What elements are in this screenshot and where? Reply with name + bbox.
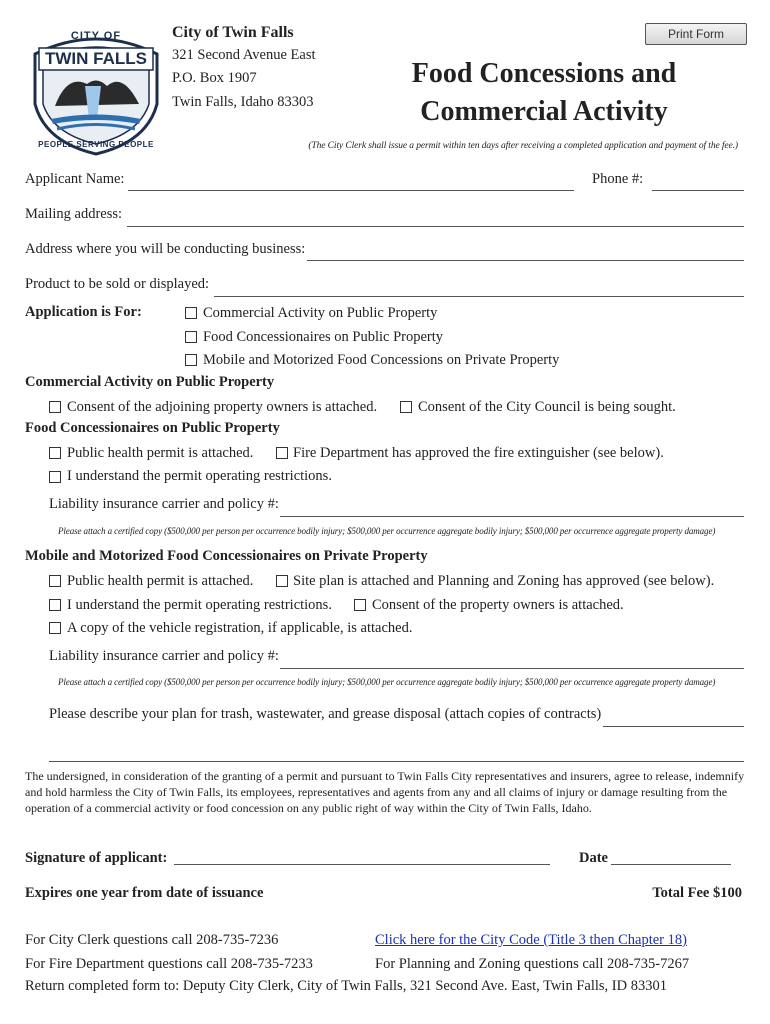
signature-input[interactable] [174,864,550,865]
phone-input[interactable] [652,190,744,191]
mobile-health-permit-label: Public health permit is attached. [67,573,254,589]
commercial-activity-option: Commercial Activity on Public Property [203,305,438,321]
city-council-label: Consent of the City Council is being sought. [418,399,676,415]
trash-plan-input-line-2[interactable] [49,761,744,762]
food-health-permit-checkbox[interactable] [49,447,61,459]
total-fee: Total Fee $100 [652,885,742,901]
vehicle-registration-checkbox[interactable] [49,622,61,634]
adjoining-owners-checkbox[interactable] [49,401,61,413]
city-name: City of Twin Falls [172,24,294,41]
mailing-address-label: Mailing address: [25,206,123,222]
phone-label: Phone #: [592,171,644,187]
mobile-liability-note: Please attach a certified copy ($500,000 per person per occurrence bodily injury; $500,000 per occurrence aggregate bodily injury; $500,000 per occurrence aggregate property damage) [58,677,716,687]
city-code-link[interactable]: Click here for the City Code (Title 3 then Chapter 18) [375,932,687,948]
trash-plan-input-line-1[interactable] [603,726,744,727]
site-plan-checkbox[interactable] [276,575,288,587]
fire-contact: For Fire Department questions call 208-735-7233 [25,956,313,972]
applicant-name-label: Applicant Name: [25,171,125,187]
release-disclaimer: The undersigned, in consideration of the granting of a permit and pursuant to Twin Falls City representatives and insurers, agree to release, indemnify and hold harmless the City of Twin Falls, its employees, representatives and agents from any and all claims of injury or damage resulting from the operation of a commercial activity or food concession on any public right of way within the City of Twin Falls, Idaho. [25,769,745,815]
expires-text: Expires one year from date of issuance [25,885,264,901]
mobile-restrictions-checkbox[interactable] [49,599,61,611]
logo-ring-text: PEOPLE SERVING PEOPLE [38,140,154,149]
address-line-2: P.O. Box 1907 [172,70,257,86]
mobile-liability-input[interactable] [280,668,744,669]
food-restrictions-label: I understand the permit operating restrictions. [67,468,332,484]
food-health-permit-label: Public health permit is attached. [67,445,254,461]
vehicle-registration-label: A copy of the vehicle registration, if applicable, is attached. [67,620,413,636]
mobile-restrictions-label: I understand the permit operating restrictions. [67,597,332,613]
mobile-health-permit-checkbox[interactable] [49,575,61,587]
product-input[interactable] [214,296,744,297]
commercial-activity-checkbox[interactable] [185,307,197,319]
food-heading: Food Concessionaires on Public Property [25,420,280,436]
address-line-3: Twin Falls, Idaho 83303 [172,94,314,110]
applicant-name-input[interactable] [128,190,574,191]
print-form-button[interactable]: Print Form [645,23,747,45]
logo-top-text: CITY OF [70,30,122,42]
date-input[interactable] [611,864,731,865]
city-seal-icon [27,24,165,158]
clerk-notice: (The City Clerk shall issue a permit within ten days after receiving a completed application and payment of the fee.) [308,141,738,151]
product-label: Product to be sold or displayed: [25,276,210,292]
mobile-concessions-option: Mobile and Motorized Food Concessions on Private Property [203,352,560,368]
food-concessionaires-checkbox[interactable] [185,331,197,343]
food-liability-note: Please attach a certified copy ($500,000 per person per occurrence bodily injury; $500,000 per occurrence aggregate bodily injury; $500,000 per occurrence aggregate property damage) [58,526,716,536]
form-title-line-1: Food Concessions and [411,58,677,89]
food-restrictions-checkbox[interactable] [49,471,61,483]
city-council-checkbox[interactable] [400,401,412,413]
form-title-line-2: Commercial Activity [420,96,668,127]
date-label: Date [579,850,608,866]
mobile-concessions-checkbox[interactable] [185,354,197,366]
food-concessionaires-option: Food Concessionaires on Public Property [203,329,444,345]
return-address: Return completed form to: Deputy City Clerk, City of Twin Falls, 321 Second Ave. East, Twin Falls, ID 83301 [25,978,667,994]
clerk-contact: For City Clerk questions call 208-735-7236 [25,932,279,948]
city-logo [27,24,165,158]
application-for-label: Application is For: [25,304,142,320]
property-owners-label: Consent of the property owners is attached. [372,597,624,613]
fire-extinguisher-label: Fire Department has approved the fire extinguisher (see below). [293,445,664,461]
mobile-liability-label: Liability insurance carrier and policy #: [49,648,279,664]
planning-contact: For Planning and Zoning questions call 208-735-7267 [375,956,690,972]
food-liability-label: Liability insurance carrier and policy #: [49,496,279,512]
commercial-heading: Commercial Activity on Public Property [25,374,275,390]
fire-extinguisher-checkbox[interactable] [276,447,288,459]
logo-main-text: TWIN FALLS [45,49,147,68]
site-plan-label: Site plan is attached and Planning and Zoning has approved (see below). [293,573,715,589]
food-liability-input[interactable] [280,516,744,517]
mailing-address-input[interactable] [127,226,744,227]
address-line-1: 321 Second Avenue East [172,47,316,63]
trash-plan-label: Please describe your plan for trash, wastewater, and grease disposal (attach copies of contracts) [49,706,602,722]
business-address-label: Address where you will be conducting business: [25,241,306,257]
property-owners-checkbox[interactable] [354,599,366,611]
mobile-heading: Mobile and Motorized Food Concessionaires on Private Property [25,548,428,564]
business-address-input[interactable] [307,260,744,261]
adjoining-owners-label: Consent of the adjoining property owners is attached. [67,399,378,415]
signature-label: Signature of applicant: [25,850,168,866]
